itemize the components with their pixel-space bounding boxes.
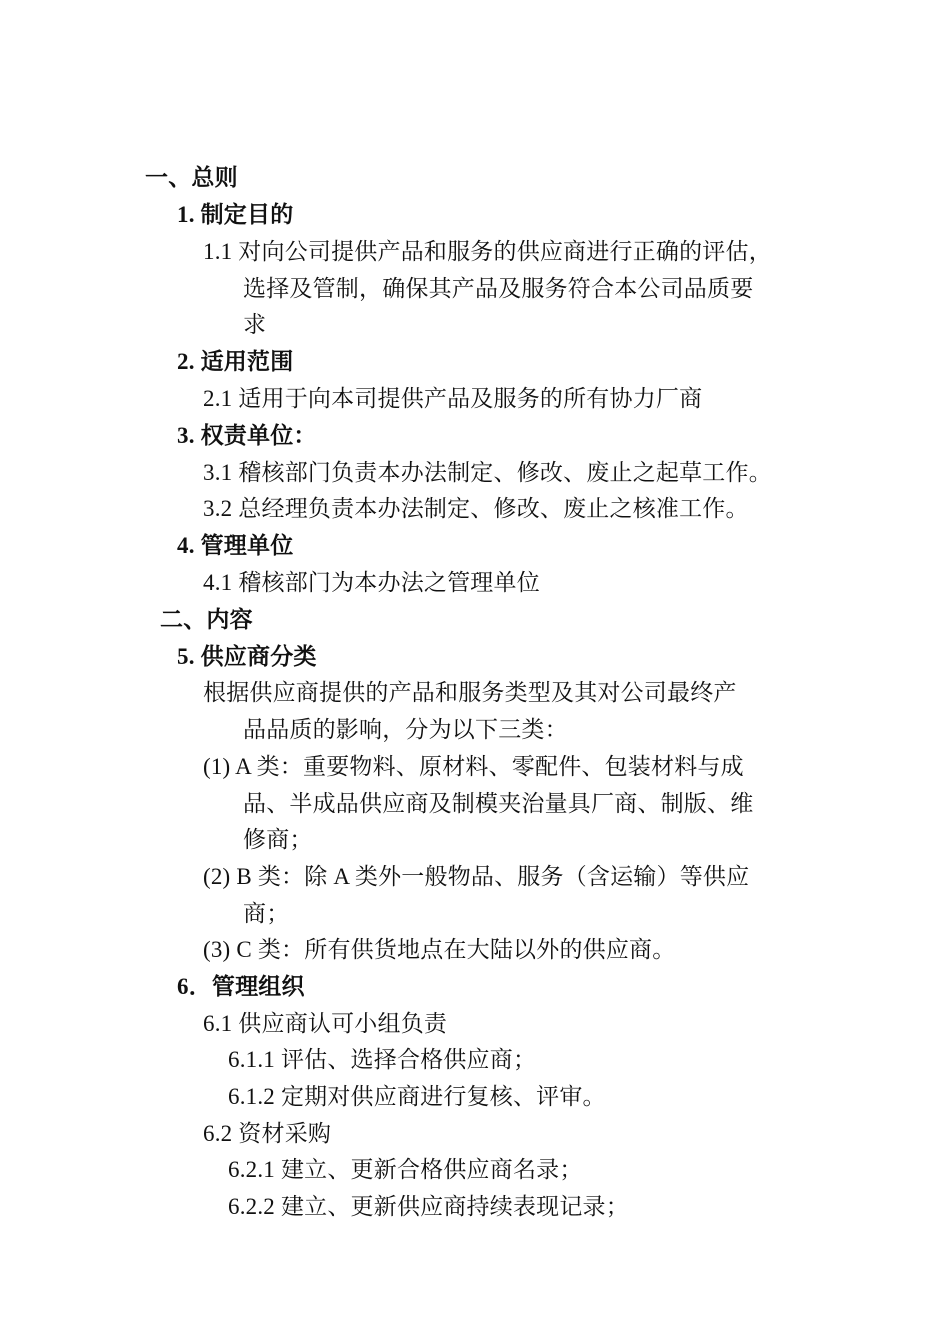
section-heading-content: 二、内容	[160, 607, 253, 632]
paragraph-line: 修商；	[243, 827, 313, 852]
sub-item: 6.1.1 评估、选择合格供应商；	[228, 1047, 537, 1072]
paragraph-line: 品、半成品供应商及制模夹治量具厂商、制版、维	[243, 791, 754, 816]
paragraph-line: 品品质的影响，分为以下三类：	[243, 717, 568, 742]
item-heading-purpose: 1. 制定目的	[177, 202, 294, 227]
paragraph-line: 6.2 资材采购	[203, 1121, 332, 1146]
section-heading-general: 一、总则	[145, 165, 238, 190]
item-heading-responsibility: 3. 权责单位：	[177, 423, 317, 448]
paragraph-line: 2.1 适用于向本司提供产品及服务的所有协力厂商	[203, 386, 703, 411]
sub-item: 6.2.2 建立、更新供应商持续表现记录；	[228, 1194, 629, 1219]
paragraph-line: 选择及管制，确保其产品及服务符合本公司品质要	[243, 276, 754, 301]
sub-item: 6.2.1 建立、更新合格供应商名录；	[228, 1157, 583, 1182]
paragraph-line: 求	[243, 312, 267, 337]
paragraph-line: 根据供应商提供的产品和服务类型及其对公司最终产	[203, 680, 737, 705]
list-item-class-c: (3) C 类：所有供货地点在大陆以外的供应商。	[203, 937, 676, 962]
item-heading-organization: 6．管理组织	[177, 974, 305, 999]
list-item-class-b: (2) B 类：除 A 类外一般物品、服务（含运输）等供应	[203, 864, 750, 889]
paragraph-line: 3.1 稽核部门负责本办法制定、修改、废止之起草工作。	[203, 460, 772, 485]
paragraph-line: 商；	[243, 901, 290, 926]
paragraph-line: 3.2 总经理负责本办法制定、修改、废止之核准工作。	[203, 496, 749, 521]
paragraph-line: 1.1 对向公司提供产品和服务的供应商进行正确的评估，	[203, 239, 772, 264]
paragraph-line: 6.1 供应商认可小组负责	[203, 1011, 448, 1036]
item-heading-management-unit: 4. 管理单位	[177, 533, 294, 558]
list-item-class-a: (1) A 类：重要物料、原材料、零配件、包装材料与成	[203, 754, 744, 779]
item-heading-scope: 2. 适用范围	[177, 349, 294, 374]
sub-item: 6.1.2 定期对供应商进行复核、评审。	[228, 1084, 606, 1109]
paragraph-line: 4.1 稽核部门为本办法之管理单位	[203, 570, 540, 595]
item-heading-supplier-classification: 5. 供应商分类	[177, 644, 317, 669]
